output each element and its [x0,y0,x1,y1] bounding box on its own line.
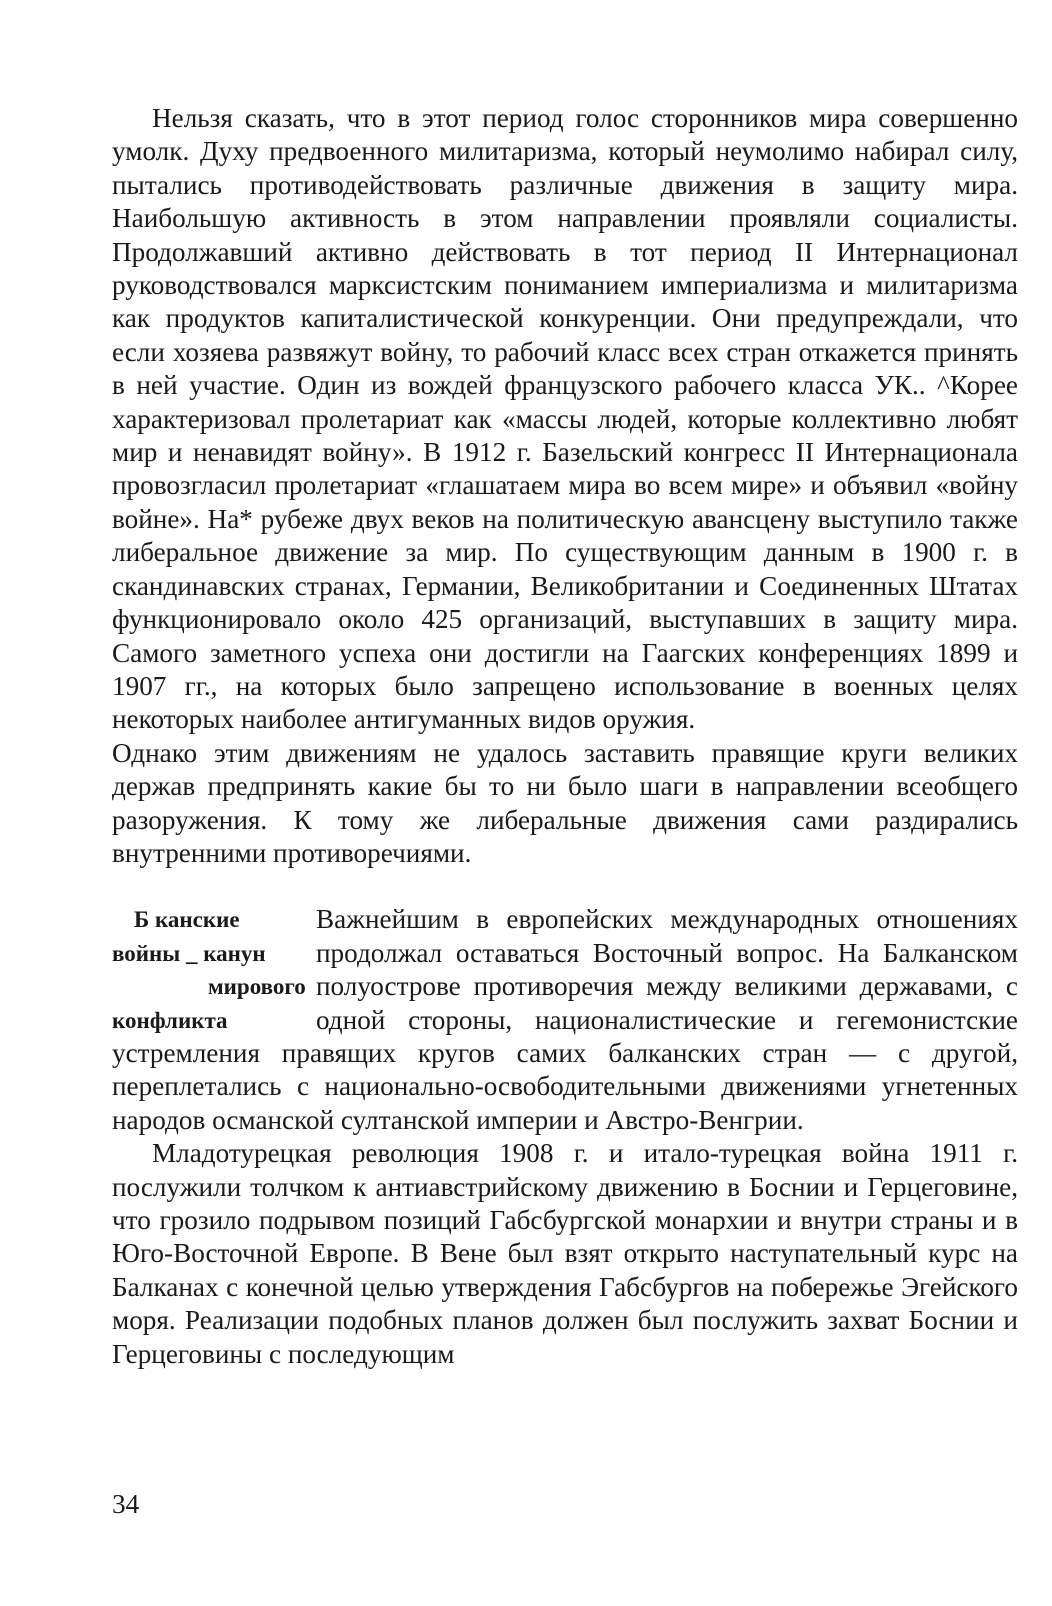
margin-heading [112,903,308,1037]
margin-heading-line: Б канские [134,907,240,933]
page-number: 34 [112,1489,140,1519]
margin-heading-line: войны _ канун [112,940,266,966]
page-body [112,102,1018,1371]
margin-heading-line: мирового [208,974,306,1000]
paragraph-eastern-question: Важнейшим в европейских международных отношениях продолжал оставаться Восточный вопрос. На Балканском полуострове противоречия между великими державами, с одной стороны, националистические и гегемонистские устремления правящих кругов самих балканских стран — с другой, переплетались с национально-освободительными движениями угнетенных народов османской султанской империи и Австро-Венгрии. [112,904,1018,1135]
paragraph-disarmament: Однако этим движениям не удалось заставить правящие круги великих держав предпринять какие бы то ни было шаги в направлении всеобщего разоружения. К тому же либеральные движения сами раздирались внутренними противоречиями. [112,737,1018,868]
paragraph-peace-movements: Нельзя сказать, что в этот период голос сторонников мира совершенно умолк. Духу предвоенного милитаризма, который неумолимо набирал силу, пытались противодействовать различные движения в защиту мира. Наибольшую активность в этом направлении проявляли социалисты. Продолжавший активно действовать в тот период II Интернационал руководствовался марксистским пониманием империализма и милитаризма как продуктов капиталистической конкуренции. Они предупреждали, что если хозяева развяжут войну, то рабочий класс всех стран откажется принять в ней участие. Один из вождей французского рабочего класса УК.. ^Корее характеризовал пролетариат как «массы людей, которые коллективно любят мир и ненавидят войну». В 1912 г. Базельский конгресс II Интернационала провозгласил пролетариат «глашатаем мира во всем мире» и объявил «войну войне». На* рубеже двух веков на политическую авансцену выступило также либеральное движение за мир. По существующим данным в 1900 г. в скандинавских странах, Германии, Великобритании и Соединенных Штатах функционировало около 425 организаций, выступавших в защиту мира. Самого заметного успеха они достигли на Гаагских конференциях 1899 и 1907 гг., на которых было запрещено использование в военных целях некоторых наиболее антигуманных видов оружия. [112,103,1018,735]
margin-heading-line: конфликта [112,1007,228,1033]
section-balkan-wars [112,903,1018,1137]
section-gap [112,870,1018,903]
paragraph-young-turk-revolution: Младотурецкая революция 1908 г. и итало-турецкая война 1911 г. послужили толчком к антиавстрийскому движению в Боснии и Герцеговине, что грозило подрывом позиций Габсбургской монархии и внутри страны и в Юго-Восточной Европе. В Вене был взят открыто наступательный курс на Балканах с конечной целью утверждения Габсбургов на побережье Эгейского моря. Реализации подобных планов должен был послужить захват Боснии и Герцеговины с последующим [112,1138,1018,1369]
